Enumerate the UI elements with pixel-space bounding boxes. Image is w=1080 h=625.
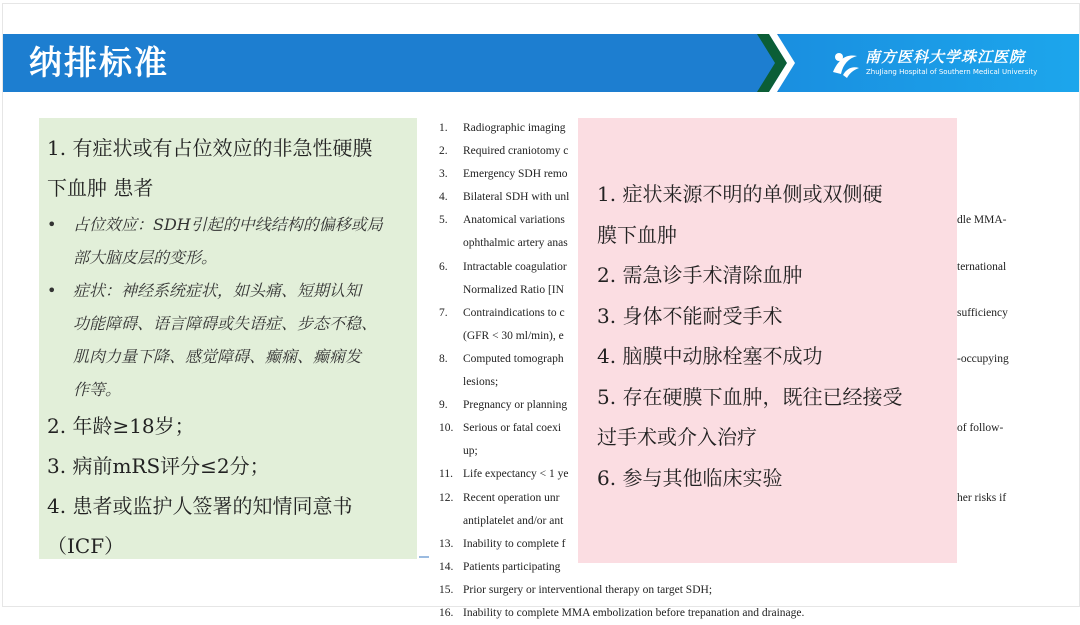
english-criteria-text: antiplatelet and/or ant (463, 514, 564, 527)
inclusion-item: （ICF） (47, 534, 125, 558)
english-criteria-number: 7. (439, 306, 448, 319)
inclusion-subitem-line: 作等。 (73, 380, 122, 399)
inclusion-subitem-line: 部大脑皮层的变形。 (73, 248, 218, 267)
english-criteria-text-right: ternational (957, 260, 1007, 273)
inclusion-subitem-line: 症状：神经系统症状，如头痛、短期认知 (73, 281, 362, 300)
english-criteria-text: Serious or fatal coexi (463, 422, 562, 435)
english-criteria-text: Pregnancy or planning (463, 399, 568, 412)
english-criteria-number: 8. (439, 352, 448, 365)
english-criteria-text: Patients participating (463, 560, 561, 573)
english-criteria-number: 15. (439, 583, 454, 596)
exclusion-item: 3. 身体不能耐受手术 (597, 303, 783, 328)
inclusion-item: 4. 患者或监护人签署的知情同意书 (47, 494, 353, 518)
english-criteria-line (439, 579, 1039, 602)
inclusion-item: 2. 年龄≥18岁； (47, 414, 195, 438)
hospital-logo-icon (829, 48, 861, 80)
english-criteria-text: Required craniotomy c (463, 145, 569, 158)
english-criteria-text: Bilateral SDH with unl (463, 191, 570, 204)
english-criteria-text: Inability to complete MMA embolization before trepanation and drainage. (463, 606, 805, 619)
header-bar (3, 34, 1079, 92)
exclusion-item: 4. 脑膜中动脉栓塞不成功 (597, 344, 823, 368)
english-criteria-number: 16. (439, 606, 454, 619)
exclusion-criteria-list (597, 174, 949, 498)
english-criteria-text: Life expectancy < 1 ye (463, 468, 569, 481)
inclusion-criteria-box (39, 118, 417, 559)
english-criteria-number: 6. (439, 260, 448, 273)
english-criteria-text: Recent operation unr (463, 491, 560, 504)
exclusion-item: 2. 需急诊手术清除血肿 (597, 263, 803, 287)
english-criteria-number: 11. (439, 468, 453, 481)
exclusion-item: 膜下血肿 (597, 222, 677, 247)
english-criteria-text-right: -occupying (957, 352, 1009, 365)
inclusion-subitem (47, 208, 413, 274)
english-criteria-text-right: dle MMA- (957, 214, 1007, 227)
english-criteria-number: 3. (439, 168, 448, 181)
english-criteria-text: up; (463, 445, 478, 458)
english-criteria-text: (GFR < 30 ml/min), e (463, 329, 564, 342)
english-criteria-number: 10. (439, 422, 454, 435)
divider (419, 556, 429, 558)
english-criteria-text: Computed tomograph (463, 352, 564, 365)
bullet-icon: • (47, 281, 57, 300)
exclusion-item: 1. 症状来源不明的单侧或双侧硬 (597, 182, 883, 206)
slide (2, 3, 1080, 619)
english-criteria-number: 5. (439, 214, 448, 227)
logo-chinese-name: 南方医科大学珠江医院 (865, 48, 1026, 66)
page-title: 纳排标准 (29, 43, 169, 82)
english-criteria-number: 9. (439, 399, 448, 412)
english-criteria-number: 13. (439, 537, 454, 550)
exclusion-item: 6. 参与其他临床实验 (597, 465, 783, 490)
inclusion-item: 1. 有症状或有占位效应的非急性硬膜 (47, 136, 373, 160)
inclusion-item: 下血肿 患者 (47, 176, 154, 200)
exclusion-criteria-box (578, 118, 957, 563)
english-criteria-number: 1. (439, 122, 448, 134)
chevron-decoration-icon (751, 34, 795, 92)
english-criteria-text: lesions; (463, 376, 499, 389)
bullet-icon: • (47, 215, 57, 234)
english-criteria-text: Contraindications to c (463, 306, 565, 319)
english-criteria-text: Intractable coagulatior (463, 260, 567, 273)
inclusion-subitem-line: 占位效应：SDH引起的中线结构的偏移或局 (73, 215, 383, 234)
hospital-logo (829, 46, 1038, 82)
exclusion-item: 5. 存在硬膜下血肿，既往已经接受 (597, 384, 903, 409)
inclusion-criteria-list (47, 128, 413, 566)
english-criteria-text: Normalized Ratio [IN (463, 283, 564, 296)
english-criteria-line (439, 602, 1039, 625)
english-criteria-number: 12. (439, 491, 454, 504)
english-criteria-number: 4. (439, 191, 448, 204)
english-criteria-text: Prior surgery or interventional therapy on target SDH; (463, 583, 713, 596)
english-criteria-text-right: of follow- (957, 422, 1004, 435)
logo-english-name: ZhuJiang Hospital of Southern Medical University (866, 68, 1038, 76)
english-criteria-text-right: sufficiency (957, 306, 1008, 319)
inclusion-subitem (47, 274, 413, 406)
english-criteria-number: 2. (439, 145, 448, 158)
inclusion-subitem-line: 肌肉力量下降、感觉障碍、癫痫、癫痫发 (73, 347, 362, 366)
exclusion-item: 过手术或介入治疗 (597, 425, 757, 449)
english-criteria-text: Anatomical variations (463, 214, 565, 227)
english-criteria-text: ophthalmic artery anas (463, 237, 568, 250)
english-criteria-text: Inability to complete f (463, 537, 566, 550)
inclusion-item: 3. 病前mRS评分≤2分； (47, 454, 270, 478)
english-criteria-number: 14. (439, 560, 454, 573)
inclusion-subitem-line: 功能障碍、语言障碍或失语症、步态不稳、 (73, 314, 378, 333)
english-criteria-text-right: her risks if (957, 491, 1007, 504)
english-criteria-text: Emergency SDH remo (463, 168, 568, 181)
english-criteria-text: Radiographic imaging (463, 122, 566, 134)
